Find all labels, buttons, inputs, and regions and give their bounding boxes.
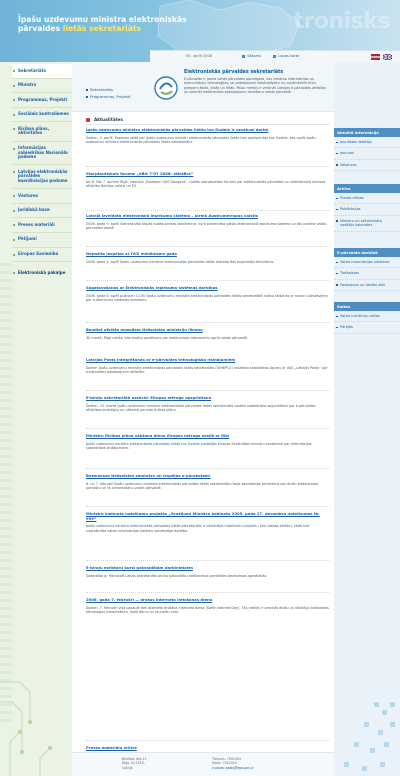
language-switcher	[371, 54, 392, 60]
news-item	[86, 598, 330, 615]
news-item	[86, 566, 330, 578]
footer-fax: Fakss: 7501010	[212, 761, 237, 766]
news-item	[86, 172, 330, 189]
main-navigation	[12, 64, 72, 280]
right-box-saites	[334, 302, 400, 334]
right-box-aktuala	[334, 128, 400, 171]
news-section-title: Aktualitātes	[94, 117, 123, 123]
news-divider	[86, 246, 330, 247]
circuit-decoration	[0, 662, 72, 776]
right-link[interactable]: Valsts informācijas sistēmas	[334, 257, 400, 268]
logo-line-2b: lietās sekretariāts	[62, 23, 142, 33]
news-divider	[86, 592, 330, 593]
news-body: Īpašu uzdevumu ministrs elektroniskās pārvaldes lietās Ina Gudele piedalījās Eiropas Savienības ministru sanāksmē par informācijas sabiedrības jautājumiem.	[86, 441, 312, 451]
left-sidebar	[0, 62, 72, 776]
right-link[interactable]: Jaunākais lietotājs	[334, 137, 400, 148]
right-link[interactable]: Jaunumi	[334, 148, 400, 159]
right-link[interactable]: Paziņojumi un tiesību akti	[334, 280, 400, 291]
footer-address: Brīvības iela 21, Rīga, LV-1010, Latvija	[122, 757, 148, 770]
news-body: 2006. gada 4. aprīlī Īpašu uzdevumu ministra elektroniskās pārvaldes lietās sekretariāts organizēja seminārus.	[86, 259, 275, 264]
news-item	[86, 328, 330, 340]
right-link[interactable]: Preses relīzes	[334, 193, 400, 204]
sidebar-decoration	[0, 262, 12, 722]
pixel-decoration	[334, 682, 400, 776]
right-link[interactable]: Tiešsaistes	[334, 268, 400, 279]
intro-panel	[72, 62, 334, 112]
news-item	[86, 474, 330, 491]
news-body: 6. un 7. februārī Īpašu uzdevumu ministra elektroniskās pārvaldes lietās sekretariāts rīkoja bezmaksas seminārus par drošu elektronisko parakstu un tā izmantošanu valsts pārvaldē.	[86, 481, 319, 491]
footer-email-link[interactable]: e-pasts: pasts@eps.gov.lv	[212, 765, 254, 770]
news-title[interactable]: Depozīta iespējas ar IVIS mehānisms gada	[86, 251, 177, 256]
nav-item-preses-materiali[interactable]: Preses materiāli	[12, 218, 72, 233]
news-body: Sadarbībā ar Microsoft Latvia sekretariāts aicina pašvaldību darbiniekus piedalīties bezmaksas apmācībās.	[86, 573, 268, 578]
header-watermark-text: tronisks	[293, 9, 390, 34]
news-item	[86, 358, 330, 375]
news-bullet-icon	[86, 118, 90, 122]
news-divider	[86, 280, 330, 281]
right-link[interactable]: Valsts institūciju saites	[334, 311, 400, 322]
news-title[interactable]: Preses materiālu arhīvs	[86, 745, 137, 750]
news-title[interactable]: Latvijas Pasts integrēšanās ar e-pārvaldes tehnoloģisko risinājumiem	[86, 357, 236, 362]
nav-item-ricibas-plans[interactable]: Rīcības plāns, aktivitātes	[12, 122, 72, 141]
news-divider	[86, 506, 330, 507]
right-sidebar	[334, 62, 400, 776]
news-title[interactable]: Bezmaksas tiešsaistes seminārs un iespējas e-parakstam!	[86, 473, 211, 478]
right-box-title: Saites	[334, 302, 400, 311]
news-title[interactable]: Latvijā izveidotā elektroniskā iepirkuma sistēma – pirmā Austrumeiropas valstīs	[86, 213, 258, 218]
english-flag-icon[interactable]	[383, 54, 392, 60]
news-item	[86, 396, 330, 413]
news-item	[86, 512, 330, 534]
news-title[interactable]: Ministru kabineta noteikumu projekts „Grozījumi Ministru kabineta 2005. gada 27. decembra noteikumos Nr. 999”	[86, 511, 320, 521]
news-title[interactable]: Sagatavošanas ar Elektroniskās iepirkuma sistēmas darbības	[86, 285, 218, 290]
news-body: Šodien, 7. februārī visā pasaulē tiek atzīmēta drošāka interneta diena (Safer Internet Day). Tās mērķis ir veicināt drošu un atbildīgu tiešsaistes tehnoloģiju izmantošanu, īpaši bērnu un jauniešu vidū.	[86, 605, 329, 615]
intro-breadcrumb	[86, 88, 131, 102]
news-body: 2006. gada 6. aprīlī pulksten 11:00 Īpašu uzdevumu ministra elektroniskās pārvaldes lietās sekretariātā notika tikšanās ar nozaru pārstāvjiem par e-iepirkumu sistēmas ieviešanu.	[86, 293, 328, 303]
news-divider	[86, 210, 330, 211]
site-header	[0, 0, 400, 62]
news-divider	[86, 560, 330, 561]
footer-phone: Tālrunis: 7501009	[212, 757, 241, 761]
news-item	[86, 286, 330, 303]
news-title[interactable]: Baudiet atklāto mazajiem tiešsaistes ministriju likumu	[86, 327, 203, 332]
nav-item-nacionala-padome[interactable]: Informācijas sabiedrības Nacionāla padome	[12, 142, 72, 166]
intro-title: Elektroniskās pārvaldes sekretariāts	[184, 70, 284, 75]
right-box-epervalde	[334, 248, 400, 291]
news-body: Šodien, 5. aprīlī, Saeimas sēdē par īpašu uzdevumu ministri elektroniskās pārvaldes lietās tika apstiprināta Ina Gudele, kas vadīs Īpašu uzdevumu ministra elektroniskās pārvaldes lietās sekretariātu.	[86, 135, 316, 145]
nav-item-sekretariats[interactable]: Sekretariāts	[12, 64, 72, 79]
nav-item-juridiska-baze[interactable]: Juridiskā baze	[12, 204, 72, 219]
nav-item-programmas[interactable]: Programmas, Projekti	[12, 93, 72, 108]
news-divider	[86, 166, 330, 167]
news-item	[86, 214, 330, 231]
news-section-header	[86, 116, 330, 125]
intro-text: E-pārvalde ir jauna valsts pārvaldes paradigma, kas izmanto informācijas un komunikāciju tehnoloģijas, lai pakalpojumi iedzīvotājiem un uzņēmējiem būtu pieejami ātrāk, ērtāk un lētāk. Mūsu mērķis ir veicināt Latvijas e-pārvaldes attīstību un sekmēt elektronisko pakalpojumu ieviešanu valsts pārvaldē.	[184, 77, 327, 95]
news-divider	[86, 428, 330, 429]
current-date: 05. aprīlī 2006	[186, 54, 213, 59]
news-divider	[86, 740, 330, 741]
news-divider	[86, 322, 330, 323]
right-box-title: E-pārvalde darbībā	[334, 248, 400, 257]
main-content	[72, 62, 334, 776]
news-item	[86, 252, 330, 264]
footer-contacts	[212, 757, 254, 770]
news-body: 30 martā, Rīgā notika informatīvs pasākums par elektronisko dokumentu apriti valsts pārvaldē.	[86, 335, 248, 340]
right-box-arhivs	[334, 184, 400, 232]
news-body: 2006. gada 9. aprīlī Sekretariāta telpās notika preses konference, kurā prezentēta valsts elektroniskā iepirkuma sistēma un tās nozīme valsts pārvaldes darbā.	[86, 221, 327, 231]
right-link[interactable]: Vakances	[334, 160, 400, 171]
intro-link-sekretariats[interactable]: Sekretariāts	[86, 88, 131, 93]
news-divider	[86, 390, 330, 391]
intro-link-programmas[interactable]: Programmas, Projekti	[86, 95, 131, 100]
eps-logo-icon	[154, 76, 178, 100]
right-link[interactable]: Ministru un sekretariāta vadītāju kalendārs	[334, 216, 400, 232]
news-body: No 6. līdz 7. aprīlim Rīgā, viesnīcā „Radisson SAS Daugava”, notiek starptautisks forums par elektroniskās pārvaldes un elektroniskā biznesa attīstību Baltijas valstīs un ES.	[86, 179, 326, 189]
nav-item-vestures[interactable]: Vēstures	[12, 189, 72, 204]
news-title[interactable]: Starptautiskais forums „eBiz 7’07 2006: eNetBra”	[86, 171, 194, 176]
right-link[interactable]: Pārējās	[334, 322, 400, 333]
site-footer	[72, 752, 334, 776]
latvian-flag-icon[interactable]	[371, 54, 380, 60]
site-logo[interactable]	[18, 16, 187, 33]
news-item	[86, 434, 330, 451]
nav-item-socialais[interactable]: Sociālais kontroliemes	[12, 108, 72, 123]
news-title[interactable]: Īpašu uzdevumu ministra elektroniskās pārvaldes lietās Ina Gudele ir uzsākusi darbu	[86, 127, 269, 132]
nav-item-ministrs[interactable]: Ministrs	[12, 79, 72, 94]
right-box-title: Aktuālā informācija	[334, 128, 400, 137]
nav-item-petijumi[interactable]: Pētījumi	[12, 233, 72, 248]
news-divider	[86, 468, 330, 469]
news-body: Šodien Īpašu uzdevumu ministra elektroniskās pārvaldes lietās sekretariāts (ĪUMEPLS) noslēdza sadarbības līgumu ar VAS „Latvijas Pasts” par e-pārvaldes pakalpojumu attīstību.	[86, 365, 328, 375]
logo-line-2a: pārvaldes	[18, 23, 61, 33]
news-body: Šodien, 15. martā Īpašu uzdevumu ministra elektroniskās pārvaldes lietās sekretariāts uzsāka sabiedrisko apspriešanu par e-pārvaldes attīstības stratēģiju un nākamā perioda rīcības plānu.	[86, 403, 316, 413]
top-utility-bar	[150, 50, 400, 62]
sitemap-link[interactable]: Lapas karte	[273, 54, 299, 59]
home-icon	[242, 55, 245, 58]
news-title[interactable]: 2006. gada 7. februārī — drošas interneta lietošanas diena	[86, 597, 213, 602]
logo-line-1: Īpašu uzdevumu ministra elektroniskās	[18, 15, 187, 24]
nav-item-eiropas-savieniba[interactable]: Eiropas Savienība	[12, 248, 72, 263]
nav-item-koordinacijas-padome[interactable]: Latvijas elektroniskās pārvaldes koordinācijas padome	[12, 165, 72, 189]
news-title[interactable]: E-biroju sekretariātā uzsācis! Eiropas mēroga apspriešana	[86, 395, 212, 400]
news-title[interactable]: Ministru Rīcības plāna sākšana dienu Eiropas mēroga sesijā ar Rīki	[86, 433, 230, 438]
news-body: Īpašu uzdevumu ministra elektroniskās pārvaldes lietās sekretariāts ir izstrādājis noteikumu projektu, kas nosaka kārtību, kādā tiek nodrošināta valsts informācijas sistēmu savietotāja darbība.	[86, 524, 310, 534]
right-link[interactable]: Publikācijas	[334, 204, 400, 215]
news-item	[86, 128, 330, 145]
home-link[interactable]: Sākums	[242, 54, 261, 59]
nav-item-elektroniska-pakalpe[interactable]: Elektroniskā pakalpe	[12, 266, 72, 280]
news-title[interactable]: E-biroju meistaru kursi pašvaldībām darbiniekiem	[86, 565, 193, 570]
right-box-title: Arhīvs	[334, 184, 400, 193]
sitemap-icon	[273, 55, 276, 58]
